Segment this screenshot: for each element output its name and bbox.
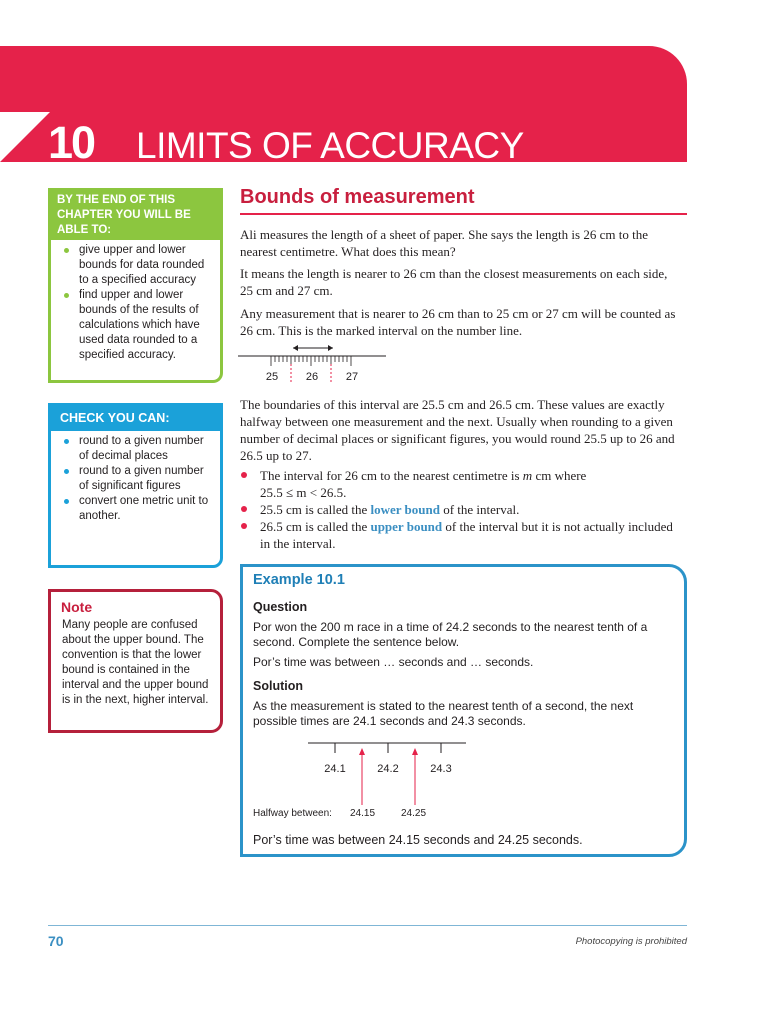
- halfway-label: Halfway between:: [253, 808, 332, 819]
- check-heading: CHECK YOU CAN:: [50, 405, 221, 431]
- list-item: The interval for 26 cm to the nearest centimetre is m cm where 25.5 ≤ m < 26.5.: [240, 467, 685, 501]
- list-item: give upper and lower bounds for data rounded to a specified accuracy: [61, 243, 216, 288]
- bullet-icon: [241, 506, 247, 512]
- bullet-icon: [64, 499, 69, 504]
- bullet-icon: [241, 472, 247, 478]
- bullet-icon: [64, 469, 69, 474]
- paragraph-1: Ali measures the length of a sheet of paper. She says the length is 26 cm to the nearest centimetre. What does this mean?: [240, 227, 648, 259]
- arrow-up-icon: [359, 748, 365, 755]
- solution-text: As the measurement is stated to the nearest tenth of a second, the next possible times are 24.1 seconds and 24.3 seconds.: [253, 699, 634, 728]
- paragraph-4: The boundaries of this interval are 25.5 cm and 26.5 cm. These values are exactly halfway between one measurement and the next. Usually when rounding to a given number of decimal places or significant figures, you would round 25.5 up to 26 and 26.5 up to 27.: [240, 397, 675, 463]
- tick-label: 24.2: [377, 763, 399, 775]
- objectives-box: [48, 188, 223, 383]
- note-text: Many people are confused about the upper bound. The convention is that the lower bound is contained in the interval and the upper bound is in the next, higher interval.: [62, 619, 209, 706]
- section-rule: [240, 213, 687, 215]
- list-item: find upper and lower bounds of the results of calculations which have used data rounded to a specified accuracy.: [61, 288, 216, 363]
- list-item: 26.5 cm is called the upper bound of the interval but it is not actually included in the interval.: [240, 518, 685, 552]
- header-notch: [0, 112, 50, 162]
- tick-label: 27: [345, 371, 359, 383]
- question-sentence: Por’s time was between … seconds and … seconds.: [253, 655, 534, 669]
- halfway-value-upper: 24.25: [401, 808, 427, 819]
- answer-text: Por’s time was between 24.15 seconds and 24.25 seconds.: [253, 833, 583, 847]
- bullet-icon: [64, 248, 69, 253]
- arrow-up-icon: [412, 748, 418, 755]
- arrow-left-icon: [293, 345, 298, 351]
- bullet-icon: [241, 523, 247, 529]
- copyright-note: Photocopying is prohibited: [575, 936, 687, 947]
- bullet-icon: [64, 293, 69, 298]
- chapter-title: LIMITS OF ACCURACY: [136, 125, 524, 166]
- section-title: Bounds of measurement: [240, 186, 475, 208]
- note-heading: Note: [61, 599, 93, 615]
- tick-label: 25: [265, 371, 279, 383]
- paragraph-3: Any measurement that is nearer to 26 cm than to 25 cm or 27 cm will be counted as 26 cm. This is the marked interval on the number line.: [240, 306, 676, 338]
- chapter-number: 10: [48, 117, 95, 168]
- upper-bound-term: upper bound: [370, 519, 443, 534]
- question-heading: Question: [253, 600, 308, 614]
- list-item: round to a given number of significant figures: [61, 464, 216, 494]
- note-box: [48, 589, 223, 733]
- objectives-heading: BY THE END OF THIS CHAPTER YOU WILL BE ABLE TO:: [50, 190, 221, 240]
- bullet-icon: [64, 439, 69, 444]
- check-list: [51, 431, 220, 524]
- list-item: 25.5 cm is called the lower bound of the interval.: [240, 501, 685, 518]
- halfway-value-lower: 24.15: [350, 808, 376, 819]
- objectives-list: [51, 240, 220, 363]
- question-text: Por won the 200 m race in a time of 24.2 seconds to the nearest tenth of a second. Complete the sentence below.: [253, 620, 648, 649]
- tick-label: 24.1: [324, 763, 346, 775]
- solution-heading: Solution: [253, 679, 303, 693]
- number-line-cm: [238, 342, 388, 386]
- lower-bound-term: lower bound: [370, 502, 440, 517]
- example-title: Example 10.1: [253, 572, 345, 588]
- footer-rule: [48, 925, 687, 926]
- bounds-list: [240, 467, 685, 552]
- list-item: round to a given number of decimal places: [61, 434, 216, 464]
- list-item: convert one metric unit to another.: [61, 494, 216, 524]
- page-number: 70: [48, 933, 64, 949]
- check-you-can-box: [48, 403, 223, 568]
- paragraph-2: It means the length is nearer to 26 cm than the closest measurements on each side, 25 cm and 27 cm.: [240, 266, 668, 298]
- example-box: [240, 564, 687, 857]
- number-line-ticks: [271, 356, 351, 366]
- tick-label: 26: [305, 371, 319, 383]
- arrow-right-icon: [328, 345, 333, 351]
- tick-label: 24.3: [430, 763, 452, 775]
